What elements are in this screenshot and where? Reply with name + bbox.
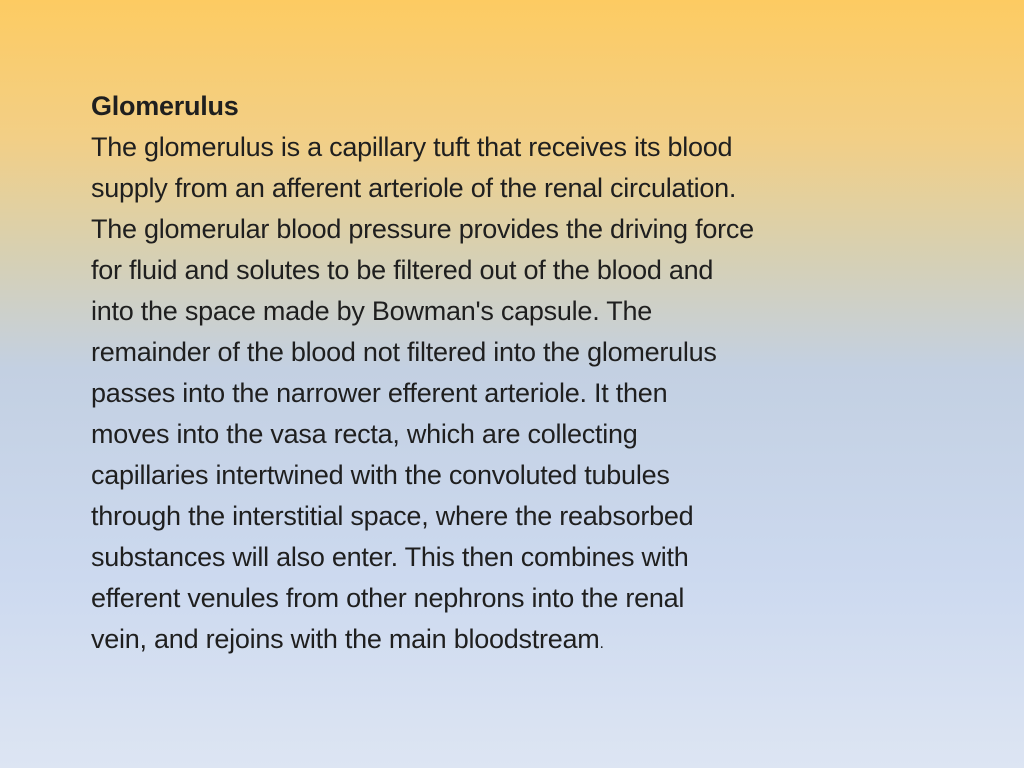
- body-line: The glomerulus is a capillary tuft that receives its blood: [91, 132, 733, 162]
- body-line: substances will also enter. This then combines with: [91, 542, 689, 572]
- body-line: remainder of the blood not filtered into the glomerulus: [91, 337, 717, 367]
- text-body: [91, 86, 911, 660]
- body-line: passes into the narrower efferent arteriole. It then: [91, 378, 668, 408]
- body-line: efferent venules from other nephrons into the renal: [91, 583, 685, 613]
- body-line: The glomerular blood pressure provides the driving force: [91, 214, 754, 244]
- body-line: through the interstitial space, where the reabsorbed: [91, 501, 694, 531]
- final-period: .: [599, 635, 604, 652]
- body-line: for fluid and solutes to be filtered out of the blood and: [91, 255, 714, 285]
- body-line: moves into the vasa recta, which are collecting: [91, 419, 638, 449]
- body-line: into the space made by Bowman's capsule. The: [91, 296, 652, 326]
- slide-heading: Glomerulus: [91, 91, 239, 121]
- body-line-text: vein, and rejoins with the main bloodstream: [91, 624, 600, 654]
- body-line: supply from an afferent arteriole of the renal circulation.: [91, 173, 737, 203]
- body-line: capillaries intertwined with the convoluted tubules: [91, 460, 670, 490]
- body-line-last: [91, 619, 911, 660]
